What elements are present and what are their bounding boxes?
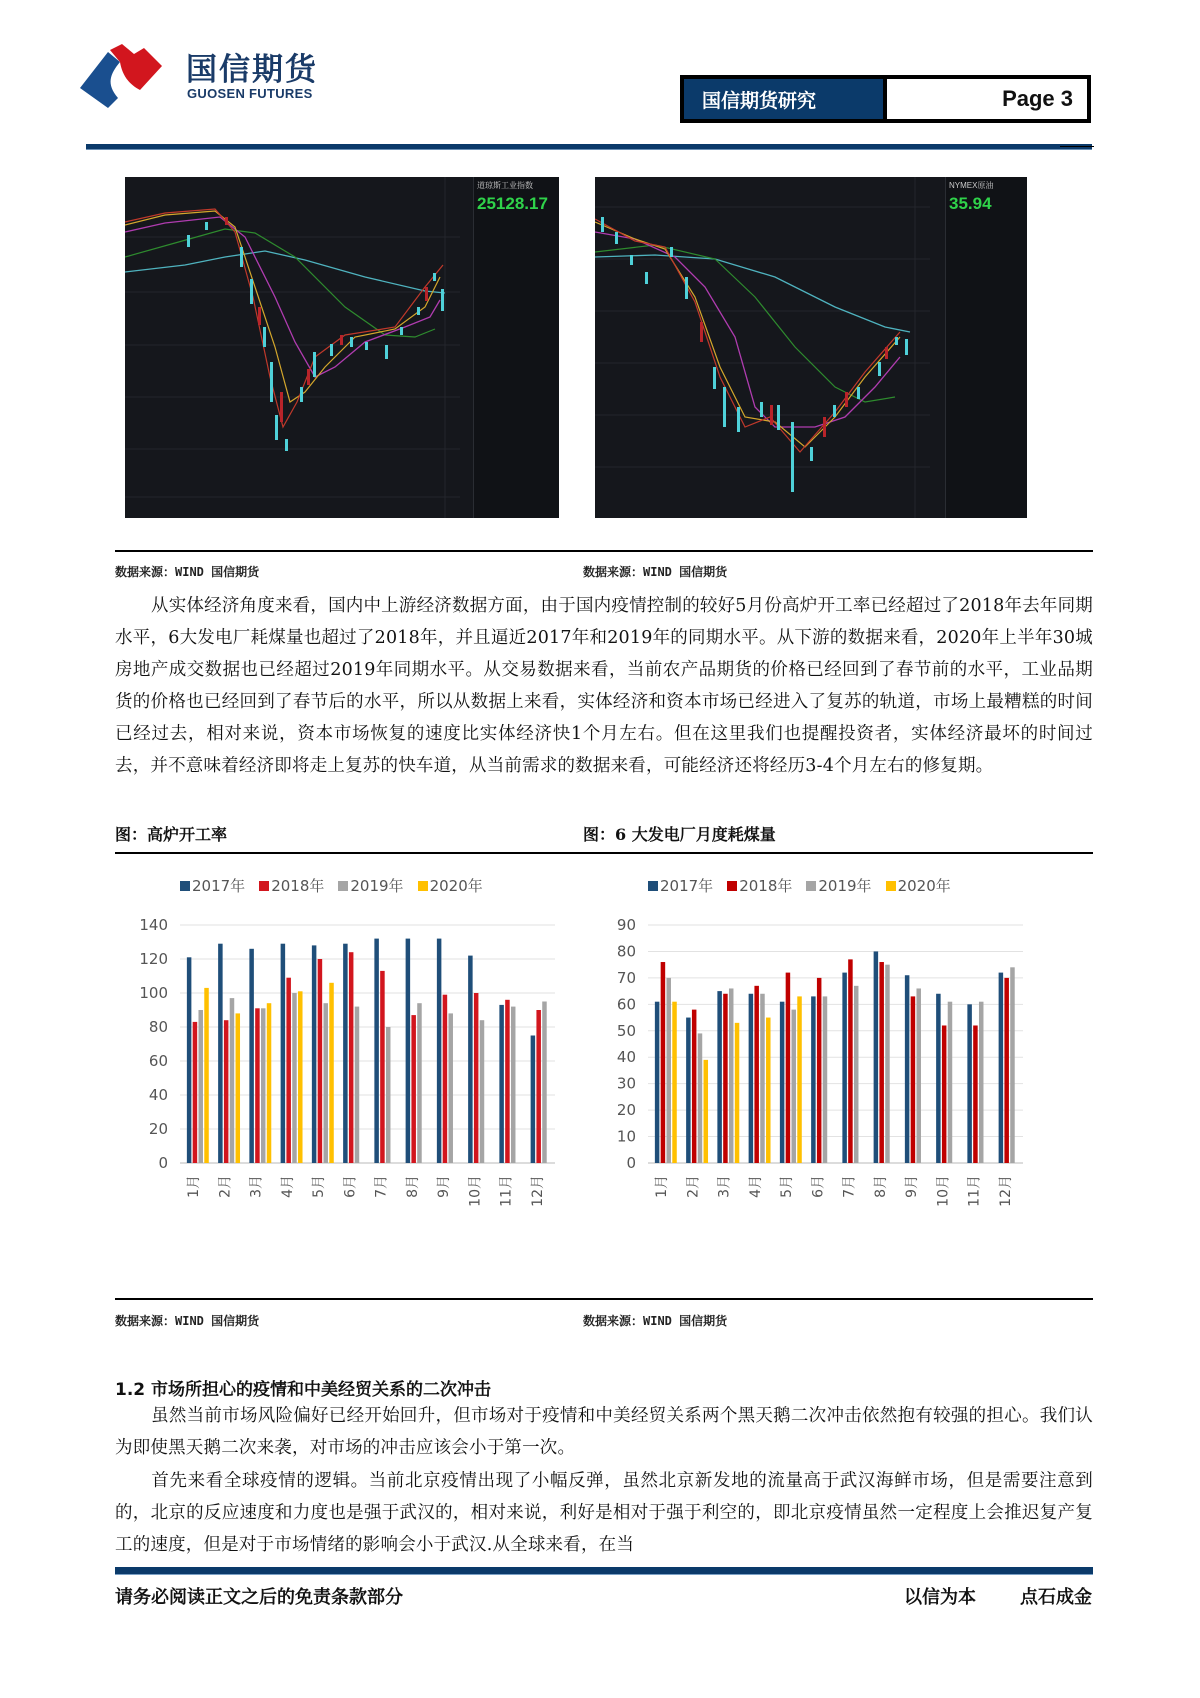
legend-item	[727, 875, 792, 896]
svg-text:5月: 5月	[779, 1175, 796, 1198]
svg-text:9月: 9月	[436, 1175, 453, 1198]
svg-text:9月: 9月	[904, 1175, 921, 1198]
svg-text:40: 40	[148, 1086, 168, 1104]
svg-text:10月: 10月	[935, 1175, 952, 1207]
figure2-source: 数据来源：WIND 国信期货	[583, 1314, 728, 1328]
instrument-name: 道琼斯工业指数	[477, 181, 533, 190]
screenshot2-source: 数据来源：WIND 国信期货	[583, 565, 728, 579]
svg-text:90: 90	[616, 916, 636, 934]
svg-text:4月: 4月	[747, 1175, 764, 1198]
last-price: 35.94	[949, 194, 992, 213]
quote-panel-2	[945, 177, 1027, 518]
legend-swatch-icon	[886, 881, 896, 891]
footer-divider	[115, 1567, 1093, 1575]
svg-text:3月: 3月	[716, 1175, 733, 1198]
legend-swatch-icon	[259, 881, 269, 891]
svg-text:20: 20	[148, 1120, 168, 1138]
kline-chart-2	[595, 177, 947, 518]
svg-text:30: 30	[616, 1074, 636, 1093]
svg-text:60: 60	[148, 1052, 168, 1070]
legend-label: 2019年	[818, 877, 872, 895]
svg-text:11月: 11月	[498, 1175, 515, 1207]
legend-swatch-icon	[806, 881, 816, 891]
legend-label: 2017年	[660, 877, 714, 895]
dow-jones-kline-screenshot	[125, 177, 559, 518]
disclaimer-note: 请务必阅读正文之后的免责条款部分	[115, 1587, 403, 1608]
svg-text:100: 100	[139, 984, 168, 1002]
power-plant-coal-chart	[583, 865, 1033, 1285]
footer-motto	[904, 1583, 1092, 1609]
svg-text:0: 0	[626, 1154, 636, 1172]
svg-text:10: 10	[616, 1127, 636, 1146]
svg-text:6月: 6月	[810, 1175, 827, 1198]
chart1-legend	[180, 875, 483, 896]
logo-english: GUOSEN FUTURES	[187, 86, 313, 101]
svg-text:1月: 1月	[186, 1175, 203, 1198]
svg-text:80: 80	[148, 1018, 168, 1036]
header-badge	[680, 75, 1091, 123]
svg-text:5月: 5月	[311, 1175, 328, 1198]
legend-item	[180, 875, 245, 896]
last-price: 25128.17	[477, 194, 548, 213]
header-divider-tail	[1060, 146, 1094, 147]
kline-chart-1	[125, 177, 473, 518]
svg-text:12月: 12月	[529, 1175, 546, 1207]
quote-panel-1	[473, 177, 559, 518]
chart2-plot	[583, 865, 1033, 1285]
svg-text:7月: 7月	[373, 1175, 390, 1198]
page-number: Page 3	[1002, 86, 1073, 111]
svg-text:8月: 8月	[872, 1175, 889, 1198]
legend-label: 2020年	[897, 877, 951, 895]
legend-label: 2020年	[429, 877, 483, 895]
svg-text:10月: 10月	[467, 1175, 484, 1207]
body-paragraph-3	[115, 1465, 1093, 1561]
figure-rule-top	[115, 852, 1093, 854]
svg-text:8月: 8月	[404, 1175, 421, 1198]
report-label: 国信期货研究	[684, 79, 887, 119]
legend-item	[806, 875, 871, 896]
svg-text:2月: 2月	[217, 1175, 234, 1198]
figure1-source: 数据来源：WIND 国信期货	[115, 1314, 260, 1328]
legend-label: 2019年	[350, 877, 404, 895]
instrument-name: NYMEX原油	[949, 181, 994, 190]
legend-swatch-icon	[180, 881, 190, 891]
screenshot1-source: 数据来源：WIND 国信期货	[115, 565, 260, 579]
svg-text:11月: 11月	[966, 1175, 983, 1207]
guosen-logo-icon	[70, 40, 180, 110]
paragraph-text: 从实体经济角度来看，国内中上游经济数据方面，由于国内疫情控制的较好5月份高炉开工率已经超过了2018年去年同期水平，6大发电厂耗煤量也超过了2018年，并且逼近2017年和2019年的同期水平。从下游的数据来看，2020年上半年30城房地产成交数据也已经超过2019年同期水平。从交易数据来看，当前农产品期货的价格已经回到了春节前的水平，工业品期货的价格也已经回到了春节后的水平，所以从数据上来看，实体经济和资本市场已经进入了复苏的轨道，市场上最糟糕的时间已经过去，相对来说，资本市场恢复的速度比实体经济快1个月左右。但在这里我们也提醒投资者，实体经济最坏的时间过去，并不意味着经济即将走上复苏的快车道，从当前需求的数据来看，可能经济还将经历3-4个月左右的修复期。	[115, 596, 1093, 776]
legend-label: 2018年	[271, 877, 325, 895]
svg-text:2月: 2月	[685, 1175, 702, 1198]
legend-label: 2017年	[192, 877, 246, 895]
logo-chinese: 国信期货	[186, 52, 318, 88]
svg-text:7月: 7月	[841, 1175, 858, 1198]
section-heading: 1.2 市场所担心的疫情和中美经贸关系的二次冲击	[115, 1380, 492, 1400]
section-rule	[115, 550, 1093, 552]
svg-text:3月: 3月	[248, 1175, 265, 1198]
chart2-legend	[648, 875, 951, 896]
motto-1: 以信为本	[904, 1587, 976, 1608]
legend-swatch-icon	[727, 881, 737, 891]
svg-text:6月: 6月	[342, 1175, 359, 1198]
svg-text:0: 0	[158, 1154, 168, 1172]
legend-swatch-icon	[338, 881, 348, 891]
chart1-plot	[115, 865, 565, 1285]
legend-swatch-icon	[418, 881, 428, 891]
legend-label: 2018年	[739, 877, 793, 895]
motto-2: 点石成金	[1020, 1587, 1092, 1608]
legend-item	[259, 875, 324, 896]
figure2-title: 图：6 大发电厂月度耗煤量	[583, 825, 776, 844]
svg-text:50: 50	[616, 1021, 636, 1040]
svg-text:4月: 4月	[279, 1175, 296, 1198]
figure1-title: 图：高炉开工率	[115, 825, 228, 844]
svg-text:140: 140	[139, 916, 168, 934]
svg-text:20: 20	[616, 1101, 636, 1120]
legend-item	[648, 875, 713, 896]
svg-text:1月: 1月	[654, 1175, 671, 1198]
body-paragraph-2	[115, 1400, 1093, 1464]
svg-text:60: 60	[616, 995, 636, 1014]
legend-swatch-icon	[648, 881, 658, 891]
svg-text:80: 80	[616, 942, 636, 961]
nymex-crude-kline-screenshot	[595, 177, 1027, 518]
svg-text:120: 120	[139, 950, 168, 968]
body-paragraph-1	[115, 590, 1093, 782]
figure-rule-bottom	[115, 1298, 1093, 1300]
blast-furnace-chart	[115, 865, 565, 1285]
svg-text:40: 40	[616, 1048, 636, 1067]
legend-item	[886, 875, 951, 896]
legend-item	[418, 875, 483, 896]
svg-text:12月: 12月	[997, 1175, 1014, 1207]
paragraph-text: 首先来看全球疫情的逻辑。当前北京疫情出现了小幅反弹，虽然北京新发地的流量高于武汉海鲜市场，但是需要注意到的，北京的反应速度和力度也是强于武汉的，相对来说，利好是相对于强于利空的，即北京疫情虽然一定程度上会推迟复产复工的速度，但是对于市场情绪的影响会小于武汉.从全球来看，在当	[115, 1471, 1093, 1555]
legend-item	[338, 875, 403, 896]
header-divider	[86, 144, 1092, 150]
paragraph-text: 虽然当前市场风险偏好已经开始回升，但市场对于疫情和中美经贸关系两个黑天鹅二次冲击依然抱有较强的担心。我们认为即使黑天鹅二次来袭，对市场的冲击应该会小于第一次。	[115, 1406, 1093, 1458]
svg-text:70: 70	[616, 968, 636, 987]
company-logo	[70, 40, 330, 110]
